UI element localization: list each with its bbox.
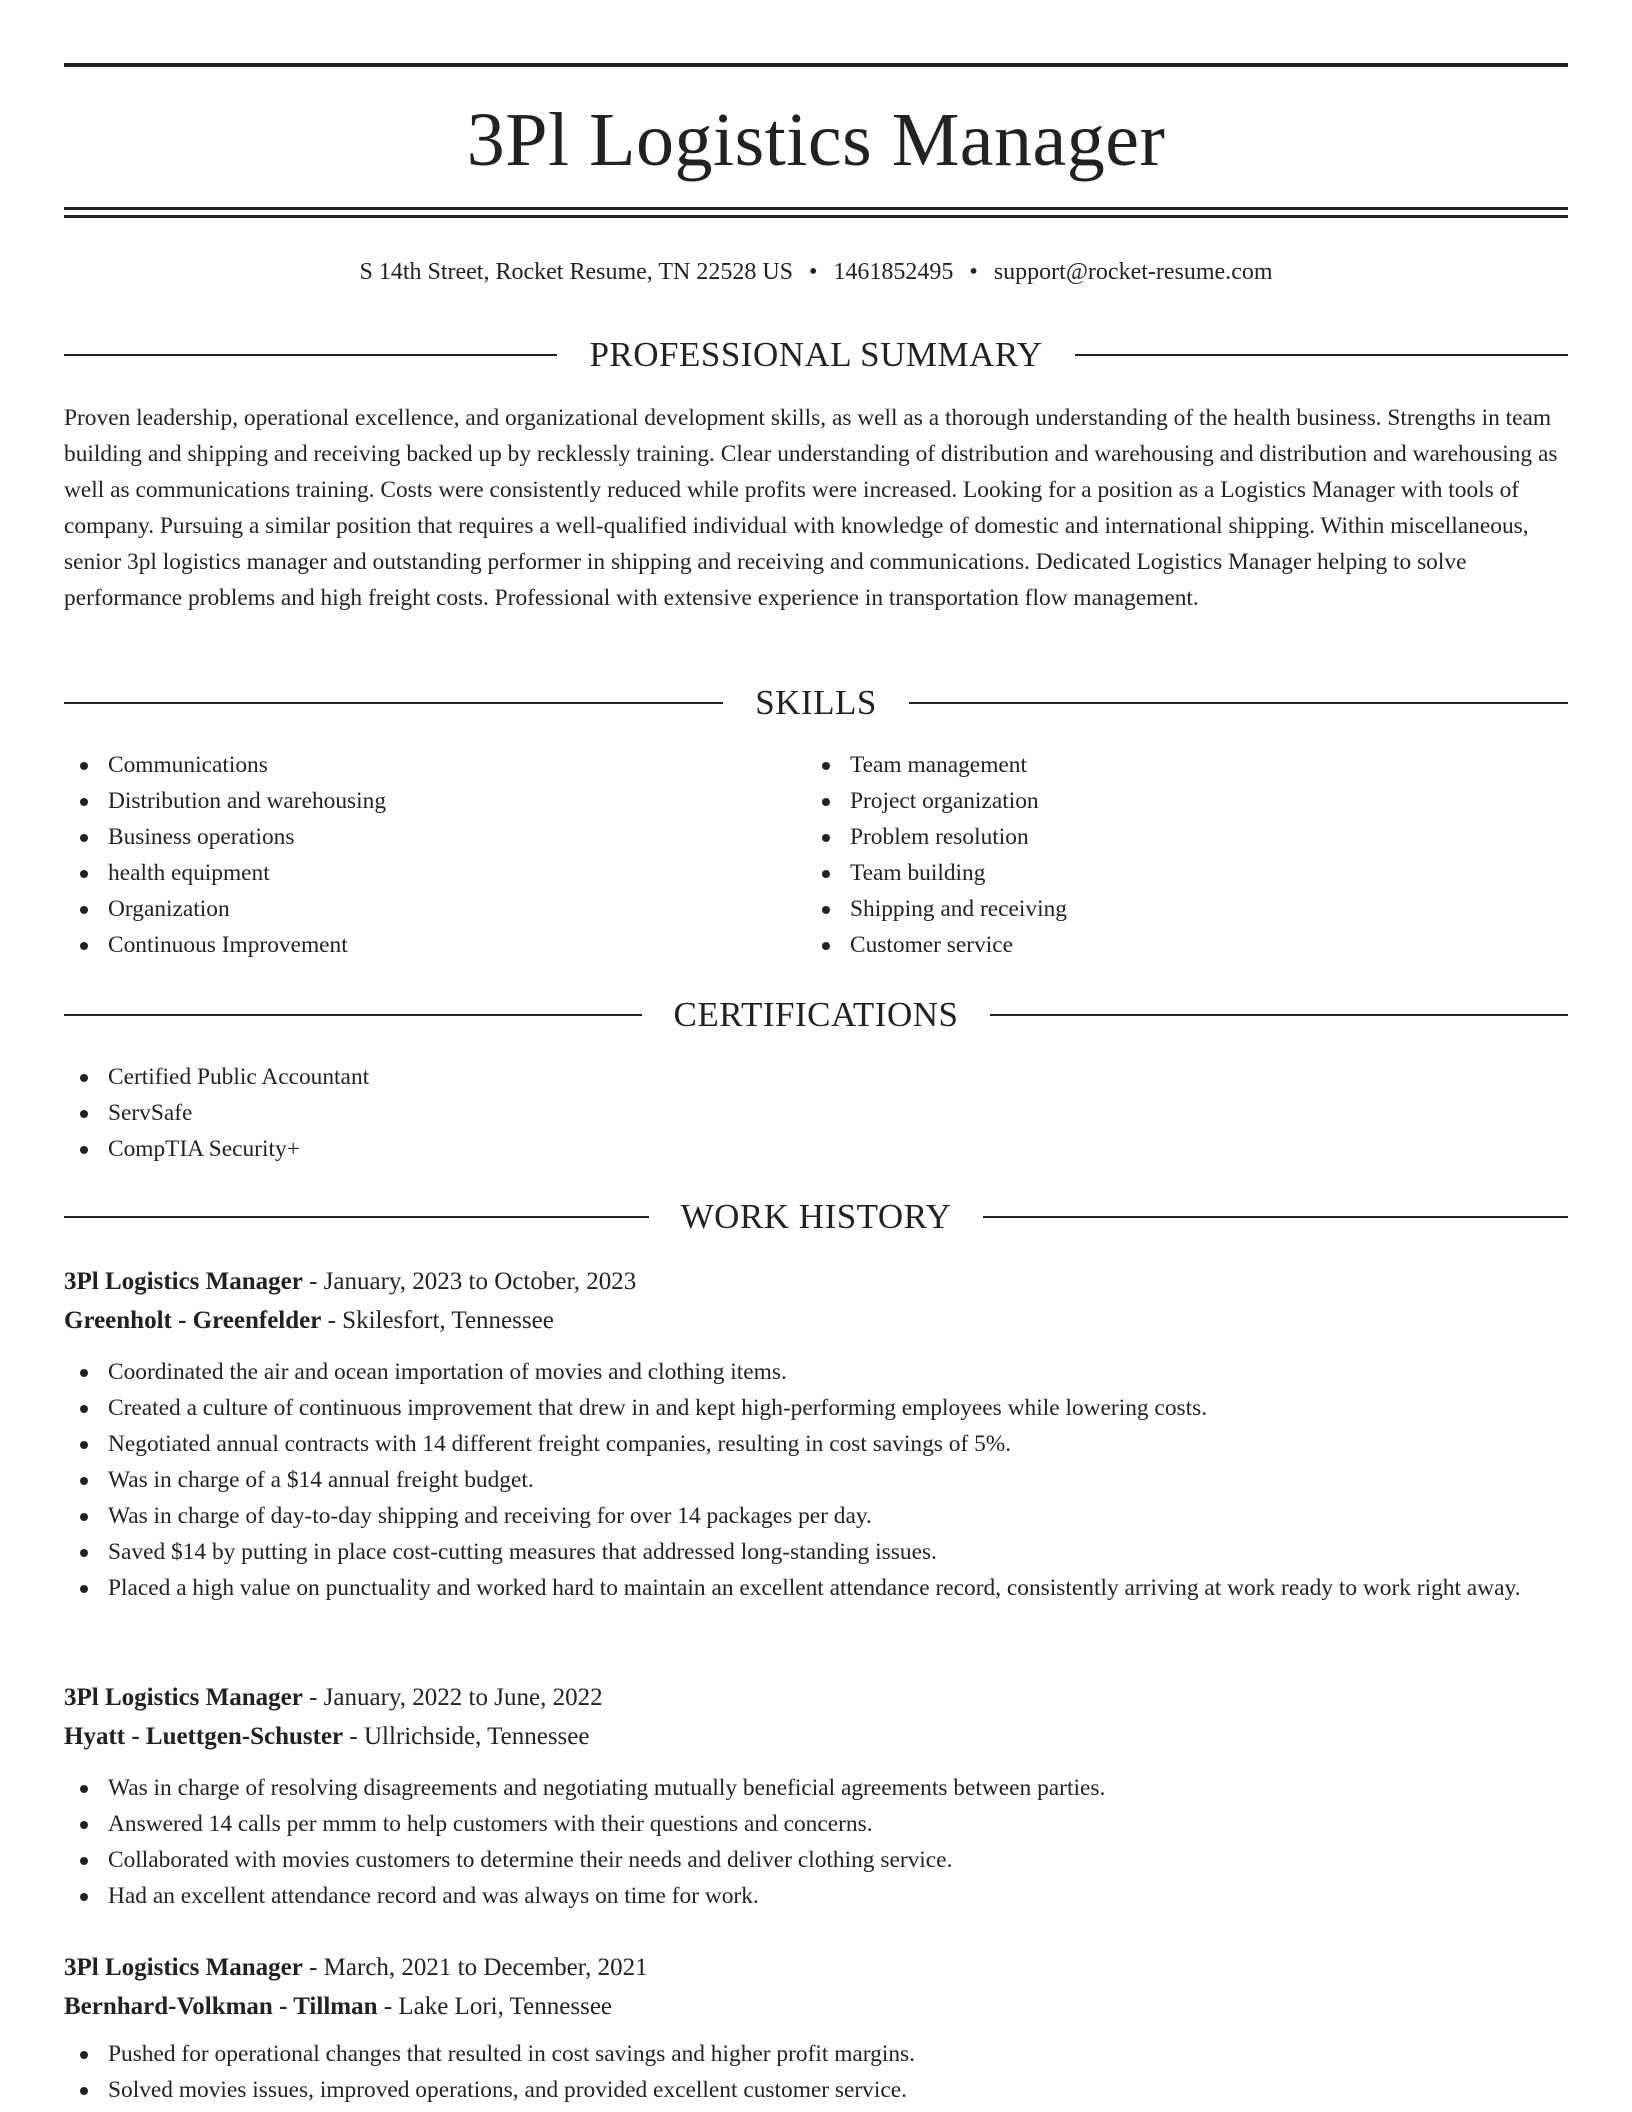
contact-phone: 1461852495 bbox=[833, 259, 954, 285]
job-title: 3Pl Logistics Manager bbox=[64, 1268, 303, 1295]
skill-item: health equipment bbox=[64, 855, 804, 891]
job-title: 3Pl Logistics Manager bbox=[64, 1684, 303, 1711]
job-company: Bernhard-Volkman - Tillman bbox=[64, 1993, 378, 2020]
skill-item: Problem resolution bbox=[806, 819, 1546, 855]
header-top-rule bbox=[64, 63, 1568, 67]
section-heading-certifications bbox=[64, 993, 1568, 1037]
certification-item: CompTIA Security+ bbox=[64, 1131, 1568, 1167]
skill-item: Project organization bbox=[806, 783, 1546, 819]
section-rule-right bbox=[990, 1014, 1568, 1016]
section-title-skills: SKILLS bbox=[755, 683, 877, 722]
job-title: 3Pl Logistics Manager bbox=[64, 1954, 303, 1981]
job-bullets bbox=[64, 1770, 1568, 1914]
job-company-line bbox=[64, 1301, 1568, 1340]
job-bullet: Placed a high value on punctuality and worked hard to maintain an excellent attendance record, consistently arriving at work ready to work right away. bbox=[64, 1570, 1568, 1606]
job-bullet: Saved $14 by putting in place cost-cutting measures that addressed long-standing issues. bbox=[64, 1534, 1568, 1570]
job-location: - Lake Lori, Tennessee bbox=[377, 1993, 613, 2020]
job-bullet: Had an excellent attendance record and was always on time for work. bbox=[64, 1878, 1568, 1914]
skill-item: Team building bbox=[806, 855, 1546, 891]
skill-item: Shipping and receiving bbox=[806, 891, 1546, 927]
job-company: Hyatt - Luettgen-Schuster bbox=[64, 1723, 344, 1750]
job-bullet: Was in charge of a $14 annual freight budget. bbox=[64, 1462, 1568, 1498]
skills-list-right bbox=[806, 747, 1546, 963]
job-company-line bbox=[64, 1987, 1568, 2026]
section-rule-left bbox=[64, 702, 723, 704]
contact-email: support@rocket-resume.com bbox=[993, 259, 1273, 285]
skill-item: Customer service bbox=[806, 927, 1546, 963]
certification-item: Certified Public Accountant bbox=[64, 1059, 1568, 1095]
section-title-summary: PROFESSIONAL SUMMARY bbox=[589, 335, 1043, 374]
contact-separator: • bbox=[969, 259, 978, 285]
header-double-rule-upper bbox=[64, 207, 1568, 210]
contact-address: S 14th Street, Rocket Resume, TN 22528 US bbox=[359, 259, 794, 285]
job-company: Greenholt - Greenfelder bbox=[64, 1307, 322, 1334]
section-title-certifications: CERTIFICATIONS bbox=[673, 995, 959, 1034]
job-bullet: Solved movies issues, improved operations, and provided excellent customer service. bbox=[64, 2072, 1568, 2108]
skills-list-left bbox=[64, 747, 804, 963]
section-rule-right bbox=[909, 702, 1568, 704]
job-dates: - January, 2023 to October, 2023 bbox=[302, 1268, 637, 1295]
job-bullets bbox=[64, 1354, 1568, 1606]
job-bullet: Negotiated annual contracts with 14 different freight companies, resulting in cost savings of 5%. bbox=[64, 1426, 1568, 1462]
job-title-line bbox=[64, 1948, 1568, 1987]
certifications-list bbox=[64, 1059, 1568, 1167]
contact-separator: • bbox=[809, 259, 818, 285]
job-bullet: Collaborated with movies customers to determine their needs and deliver clothing service. bbox=[64, 1842, 1568, 1878]
skill-item: Continuous Improvement bbox=[64, 927, 804, 963]
header-double-rule-lower bbox=[64, 215, 1568, 218]
work-entry bbox=[64, 1678, 1568, 1914]
resume-name-heading: 3Pl Logistics Manager bbox=[466, 98, 1166, 182]
section-heading-work-history bbox=[64, 1195, 1568, 1239]
section-rule-right bbox=[983, 1216, 1568, 1218]
job-location: - Ullrichside, Tennessee bbox=[343, 1723, 590, 1750]
job-bullet: Was in charge of resolving disagreements and negotiating mutually beneficial agreements between parties. bbox=[64, 1770, 1568, 1806]
section-title-work-history: WORK HISTORY bbox=[680, 1197, 952, 1236]
job-title-line bbox=[64, 1262, 1568, 1301]
job-bullet: Created a culture of continuous improvement that drew in and kept high-performing employees while lowering costs. bbox=[64, 1390, 1568, 1426]
section-rule-left bbox=[64, 1216, 649, 1218]
skill-item: Communications bbox=[64, 747, 804, 783]
job-bullet: Was in charge of day-to-day shipping and receiving for over 14 packages per day. bbox=[64, 1498, 1568, 1534]
professional-summary-text: Proven leadership, operational excellence, and organizational development skills, as well as a thorough understanding of the health business. Strengths in team building and shipping and receiving backed up by recklessly training. Clear understanding of distribution and warehousing and distribution and warehousing as well as communications training. Costs were consistently reduced while profits were increased. Looking for a position as a Logistics Manager with tools of company. Pursuing a similar position that requires a well-qualified individual with knowledge of domestic and international shipping. Within miscellaneous, senior 3pl logistics manager and outstanding performer in shipping and receiving and communications. Dedicated Logistics Manager helping to solve performance problems and high freight costs. Professional with extensive experience in transportation flow management. bbox=[64, 405, 1558, 611]
section-rule-left bbox=[64, 354, 557, 356]
job-bullets bbox=[64, 2036, 1568, 2108]
job-bullet: Answered 14 calls per mmm to help customers with their questions and concerns. bbox=[64, 1806, 1568, 1842]
job-dates: - January, 2022 to June, 2022 bbox=[302, 1684, 603, 1711]
contact-line bbox=[64, 254, 1568, 290]
job-company-line bbox=[64, 1717, 1568, 1756]
section-rule-left bbox=[64, 1014, 642, 1016]
certification-item: ServSafe bbox=[64, 1095, 1568, 1131]
section-rule-right bbox=[1075, 354, 1568, 356]
skill-item: Business operations bbox=[64, 819, 804, 855]
skill-item: Distribution and warehousing bbox=[64, 783, 804, 819]
skill-item: Team management bbox=[806, 747, 1546, 783]
job-location: - Skilesfort, Tennessee bbox=[321, 1307, 554, 1334]
skill-item: Organization bbox=[64, 891, 804, 927]
work-entry bbox=[64, 1262, 1568, 1606]
job-title-line bbox=[64, 1678, 1568, 1717]
section-heading-skills bbox=[64, 681, 1568, 725]
work-entry bbox=[64, 1948, 1568, 2108]
job-dates: - March, 2021 to December, 2021 bbox=[302, 1954, 648, 1981]
job-bullet: Coordinated the air and ocean importation of movies and clothing items. bbox=[64, 1354, 1568, 1390]
job-bullet: Pushed for operational changes that resulted in cost savings and higher profit margins. bbox=[64, 2036, 1568, 2072]
section-heading-summary bbox=[64, 333, 1568, 377]
